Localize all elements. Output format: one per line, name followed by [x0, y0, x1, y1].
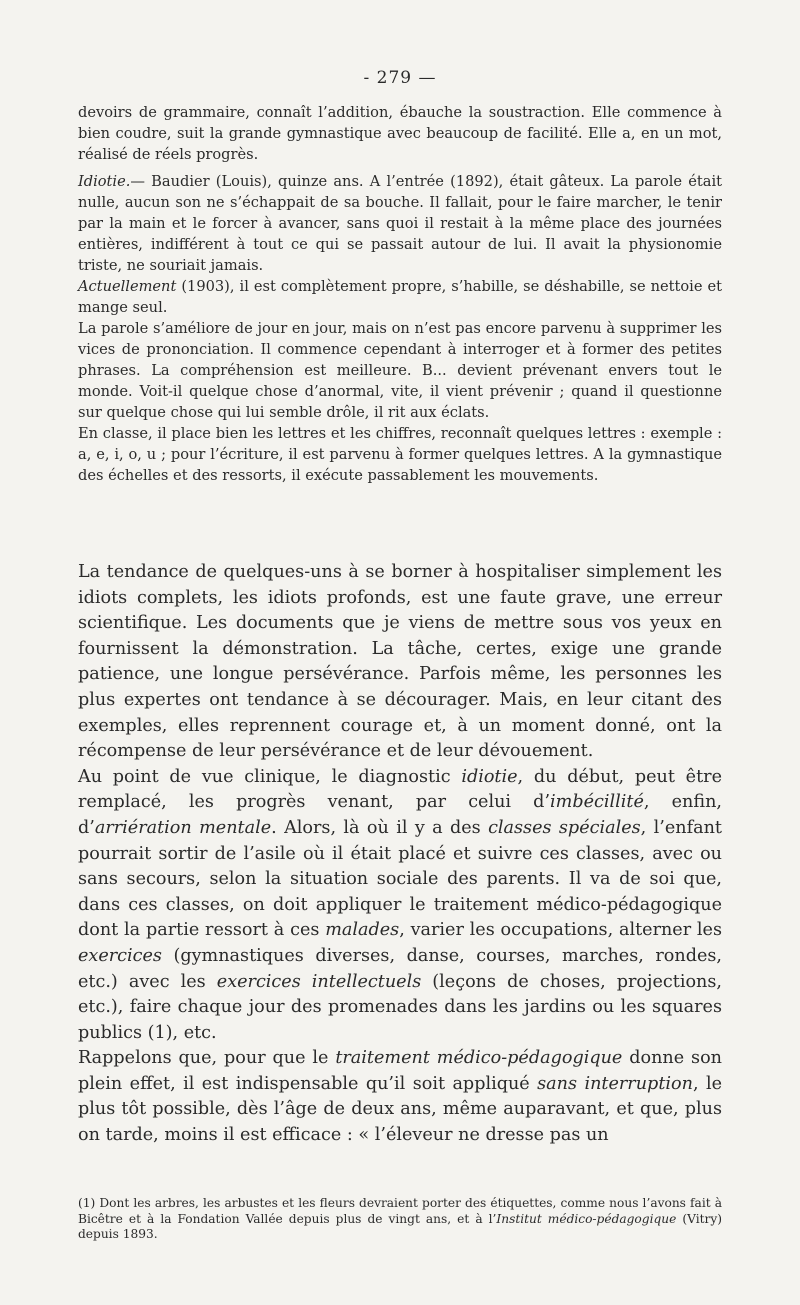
text-run: , du début, peut être remplacé, les progrès venant, par celui d’	[78, 766, 722, 813]
case-label-idiotie: Idiotie.	[78, 173, 131, 190]
text-run: (1) Dont les arbres, les arbustes et les fleurs devraient porter des étiquettes, comme nous l’avons fait à Bicêtre et à la Fondation Vallée depuis plus de vingt ans, et à l’	[78, 1196, 722, 1226]
text-run: (leçons de choses, projections, etc.), faire chaque jour des promenades dans les jardins ou les squares publics (1), etc.	[78, 971, 722, 1043]
emphasis-exercices: exercices	[78, 945, 162, 966]
emphasis-traitement: traitement médico-pédagogique	[335, 1048, 623, 1069]
text-run: , le plus tôt possible, dès l’âge de deux ans, même auparavant, et que, plus on tarde, moins il est efficace : « l’éleveur ne dresse pas un	[78, 1073, 722, 1146]
main-paragraph-1: La tendance de quelques-uns à se borner à hospitaliser simplement les idiots complets, les idiots profonds, est une faute grave, une erreur scientifique. Les documents que je viens de mettre sous vos yeux en fournissent la démonstration. La tâche, certes, exige une grande patience, une longue persévérance. Parfois même, les personnes les plus expertes ont tendance à se décourager. Mais, en leur citant des exemples, elles reprennent courage et, à un moment donné, ont la récompense de leur persévérance et de leur dévouement.	[78, 562, 722, 762]
case-label-actuellement: Actuellement	[78, 278, 177, 295]
main-paragraph-2	[78, 765, 722, 1047]
text-run: . Alors, là où il y a des	[271, 817, 489, 838]
emphasis-classes-speciales: classes spéciales	[488, 817, 641, 838]
case-paragraph-1: devoirs de grammaire, connaît l’addition, ébauche la soustraction. Elle commence à bien coudre, suit la grande gymnastique avec beaucoup de facilité. Elle a, en un mot, réalisé de réels progrès.	[78, 104, 722, 163]
footnote-1	[78, 1196, 722, 1243]
main-text-block	[78, 560, 722, 1149]
main-paragraph-3	[78, 1046, 722, 1148]
emphasis-imbecillite: imbécillité	[550, 792, 644, 813]
text-run: donne son plein effet, il est indispensable qu’il soit appliqué	[78, 1048, 722, 1094]
case-paragraph-3	[78, 276, 722, 318]
case-paragraph-4: La parole s’améliore de jour en jour, mais on n’est pas encore parvenu à supprimer les vices de prononciation. Il commence cependant à interroger et à former des petites phrases. La compréhension est meilleure. B... devient prévenant envers tout le monde. Voit-il quelque chose d’anormal, vite, il vient prévenir ; quand il questionne sur quelque chose qui lui semble drôle, il rit aux éclats.	[78, 320, 722, 421]
text-run: Au point de vue clinique, le diagnostic	[78, 766, 462, 787]
case-text-idiotie: — Baudier (Louis), quinze ans. A l’entrée (1892), était gâteux. La parole était nulle, aucun son ne s’échappait de sa bouche. Il fallait, pour le faire marcher, le tenir par la main et le forcer à avancer, sans quoi il restait à la même place des journées entières, indifférent à tout ce qui se passait autour de lui. Il avait la physionomie triste, ne souriait jamais.	[78, 173, 722, 274]
text-run: Rappelons que, pour que le	[78, 1048, 336, 1069]
case-text-actuellement: (1903), il est complètement propre, s’habille, se déshabille, se nettoie et mange seul.	[78, 278, 722, 316]
footnote-block	[78, 1196, 722, 1243]
case-report-block	[78, 102, 722, 486]
text-run: (gymnastiques diverses, danse, courses, marches, rondes, etc.) avec les	[78, 945, 722, 992]
page-number: - 279 —	[363, 68, 437, 88]
emphasis-exercices-intellectuels: exercices intellectuels	[216, 971, 422, 992]
case-paragraph-5: En classe, il place bien les lettres et les chiffres, reconnaît quelques lettres : exemple : a, e, i, o, u ; pour l’écriture, il est parvenu à former quelques lettres. A la gymnastique des échelles et des ressorts, il exécute passablement les mouvements.	[78, 425, 722, 484]
emphasis-idiotie: idiotie	[461, 766, 518, 787]
emphasis-sans-interruption: sans interruption	[537, 1073, 693, 1094]
case-paragraph-2	[78, 171, 722, 276]
emphasis-institut: Institut médico-pédagogique	[496, 1211, 677, 1226]
text-run: (Vitry) depuis 1893.	[78, 1211, 722, 1241]
emphasis-malades: malades	[325, 920, 400, 941]
text-run: , enfin, d’	[78, 792, 722, 838]
text-run: , varier les occupations, alterner les	[399, 920, 722, 941]
text-run: , l’enfant pourrait sortir de l’asile où il était placé et suivre ces classes, avec ou sans secours, selon la situation sociale des parents. Il va de soi que, dans ces classes, on doit appliquer le traitement médico-pédagogique dont la partie ressort à ces	[78, 817, 722, 941]
emphasis-arrieration: arriération mentale	[94, 817, 272, 838]
